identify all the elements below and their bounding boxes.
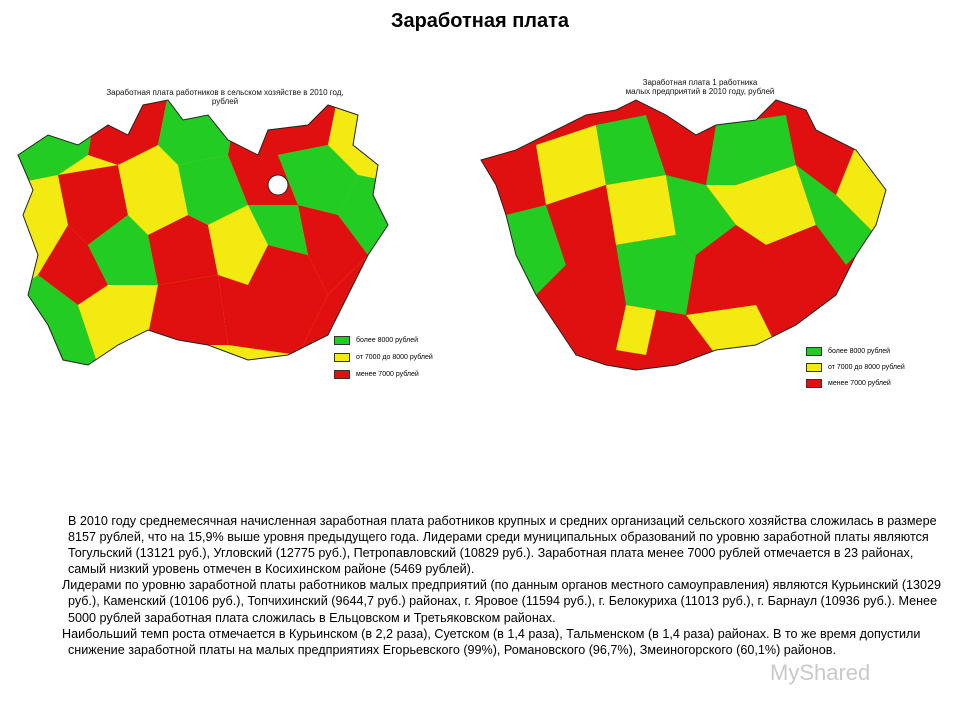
- paragraph-growth: Наибольший темп роста отмечается в Курьинском (в 2,2 раза), Суетском (в 1,4 раза), Тальменском (в 1,4 раза) районах. В то же время допустили снижение заработной платы на малых предприятиях Егорьевского (99%), Романовского (96,7%), Змеиногорского (60,1%) районов.: [62, 626, 921, 657]
- left-map-caption-line1: Заработная плата работников в сельском хозяйстве в 2010 год,: [106, 88, 344, 97]
- right-map-caption-line1: Заработная плата 1 работника: [642, 78, 758, 87]
- slide-title: Заработная плата: [390, 10, 570, 32]
- red-swatch: [334, 370, 350, 379]
- paragraph-small-business: Лидерами по уровню заработной платы работников малых предприятий (по данным органов местного самоуправления) являются Курьинский (13029 руб.), Каменский (10106 руб.), Топчихинский (9644,7 руб.) районах, г. Яровое (11594 руб.), г. Белокуриха (11013 руб.), г. Барнаул (10936 руб.). Менее 5000 рублей заработная плата сложилась в Ельцовском и Третьяковском районах.: [62, 578, 942, 625]
- watermark-logo: MyShared: [770, 660, 871, 685]
- yellow-swatch: [806, 363, 822, 372]
- left-legend-item-mid: от 7000 до 8000 рублей: [334, 353, 433, 362]
- right-district-map: [476, 95, 896, 380]
- body-text: [62, 513, 943, 658]
- yellow-swatch: [334, 353, 350, 362]
- left-legend-item-low: менее 7000 рублей: [334, 370, 419, 379]
- barnaul-city-marker: [268, 175, 288, 195]
- left-map-caption-line2: рублей: [211, 97, 239, 106]
- right-legend-item-high: более 8000 рублей: [806, 347, 890, 356]
- right-legend-item-low: менее 7000 рублей: [806, 379, 891, 388]
- green-swatch: [806, 347, 822, 356]
- right-map-caption: [600, 78, 800, 96]
- green-swatch: [334, 336, 350, 345]
- right-map-regions: [476, 95, 896, 380]
- red-swatch: [806, 379, 822, 388]
- paragraph-agriculture: В 2010 году среднемесячная начисленная заработная плата работников крупных и средних организаций сельского хозяйства сложилась в размере 8157 рублей, что на 15,9% выше уровня предыдущего года. Лидерами среди муниципальных образований по уровню заработной платы являются Тогульский (13121 руб.), Угловский (12775 руб.), Петропавловский (10829 руб.). Заработная плата менее 7000 рублей отмечается в 23 районах, самый низкий уровень отмечен в Косихинском районе (5469 рублей).: [68, 514, 937, 577]
- left-legend-item-high: более 8000 рублей: [334, 336, 418, 345]
- right-map-caption-line2: малых предприятий в 2010 году, рублей: [625, 87, 775, 96]
- right-legend-item-mid: от 7000 до 8000 рублей: [806, 363, 905, 372]
